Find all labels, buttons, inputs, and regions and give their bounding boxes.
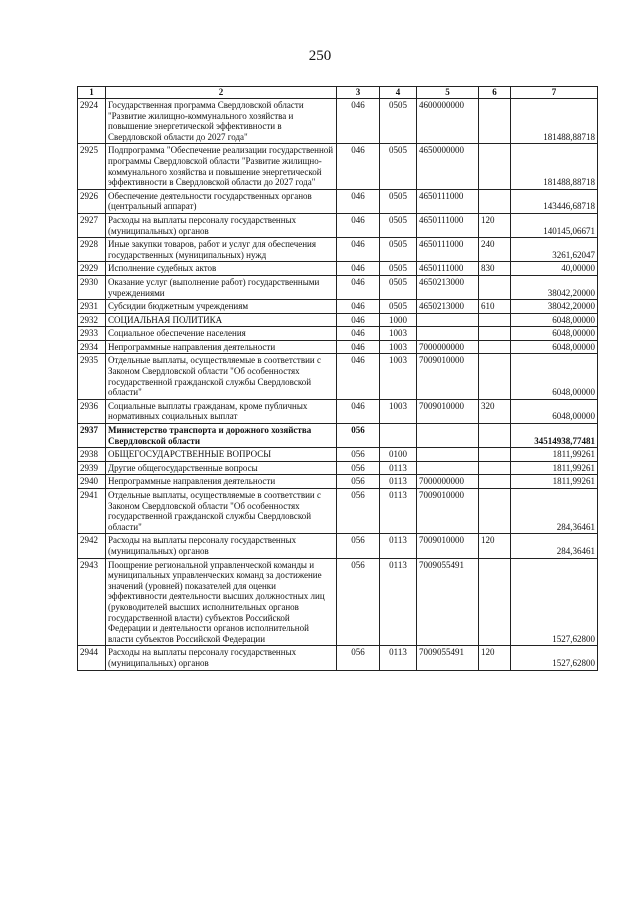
target-article-code: 7009010000 — [417, 489, 479, 534]
row-number: 2933 — [78, 327, 106, 341]
row-number: 2936 — [78, 399, 106, 423]
section-code: 0100 — [380, 448, 417, 462]
target-article-code: 4650213000 — [417, 275, 479, 299]
table-row — [78, 213, 598, 237]
column-header: 1 — [78, 87, 106, 99]
ministry-code: 046 — [337, 213, 380, 237]
row-number: 2943 — [78, 558, 106, 646]
target-article-code: 4650213000 — [417, 300, 479, 314]
amount: 40,00000 — [511, 262, 598, 276]
target-article-code: 7009010000 — [417, 534, 479, 558]
item-name: Расходы на выплаты персоналу государственных (муниципальных) органов — [106, 534, 337, 558]
amount: 6048,00000 — [511, 399, 598, 423]
row-number: 2938 — [78, 448, 106, 462]
section-code: 0113 — [380, 489, 417, 534]
table-row — [78, 475, 598, 489]
row-number: 2932 — [78, 313, 106, 327]
target-article-code — [417, 313, 479, 327]
item-name: Подпрограмма "Обеспечение реализации государственной программы Свердловской области "Развитие жилищно-коммунального хозяйства и повышение энергетической эффективности в Свердловской области до 2027 года" — [106, 144, 337, 189]
column-header: 3 — [337, 87, 380, 99]
ministry-code: 046 — [337, 300, 380, 314]
table-row — [78, 144, 598, 189]
item-name: СОЦИАЛЬНАЯ ПОЛИТИКА — [106, 313, 337, 327]
amount: 181488,88718 — [511, 99, 598, 144]
amount: 1811,99261 — [511, 448, 598, 462]
ministry-code: 046 — [337, 340, 380, 354]
section-code: 0505 — [380, 262, 417, 276]
expense-type-code: 120 — [479, 213, 511, 237]
target-article-code: 4650111000 — [417, 262, 479, 276]
section-code: 1003 — [380, 399, 417, 423]
budget-table — [77, 86, 598, 671]
item-name: ОБЩЕГОСУДАРСТВЕННЫЕ ВОПРОСЫ — [106, 448, 337, 462]
expense-type-code — [479, 327, 511, 341]
ministry-code: 046 — [337, 275, 380, 299]
amount: 140145,06671 — [511, 213, 598, 237]
table-row — [78, 448, 598, 462]
expense-type-code — [479, 189, 511, 213]
expense-type-code — [479, 475, 511, 489]
target-article-code: 7000000000 — [417, 475, 479, 489]
target-article-code — [417, 327, 479, 341]
ministry-code: 056 — [337, 424, 380, 448]
section-code: 0113 — [380, 461, 417, 475]
amount: 38042,20000 — [511, 275, 598, 299]
amount: 143446,68718 — [511, 189, 598, 213]
expense-type-code — [479, 340, 511, 354]
expense-type-code — [479, 448, 511, 462]
amount: 34514938,77481 — [511, 424, 598, 448]
expense-type-code — [479, 99, 511, 144]
table-row — [78, 189, 598, 213]
row-number: 2941 — [78, 489, 106, 534]
ministry-code: 056 — [337, 489, 380, 534]
ministry-code: 056 — [337, 646, 380, 670]
expense-type-code — [479, 313, 511, 327]
amount: 1811,99261 — [511, 461, 598, 475]
section-code: 0505 — [380, 99, 417, 144]
expense-type-code: 240 — [479, 238, 511, 262]
section-code: 0505 — [380, 275, 417, 299]
item-name: Поощрение региональной управленческой команды и муниципальных управленческих команд за достижение значений (уровней) показателей для оценки эффективности деятельности высших должностных лиц (руководителей высших исполнительных органов государственной власти) субъектов Российской Федерации и деятельности органов исполнительной власти субъектов Российской Федерации — [106, 558, 337, 646]
table-row — [78, 238, 598, 262]
row-number: 2937 — [78, 424, 106, 448]
table-row — [78, 327, 598, 341]
row-number: 2944 — [78, 646, 106, 670]
amount: 6048,00000 — [511, 327, 598, 341]
table-row — [78, 300, 598, 314]
target-article-code: 7000000000 — [417, 340, 479, 354]
row-number: 2929 — [78, 262, 106, 276]
section-code: 1003 — [380, 327, 417, 341]
amount: 3261,62047 — [511, 238, 598, 262]
ministry-code: 056 — [337, 534, 380, 558]
row-number: 2934 — [78, 340, 106, 354]
item-name: Государственная программа Свердловской области "Развитие жилищно-коммунального хозяйства и повышение энергетической эффективности в Свердловской области до 2027 года" — [106, 99, 337, 144]
amount: 6048,00000 — [511, 354, 598, 399]
item-name: Непрограммные направления деятельности — [106, 475, 337, 489]
item-name: Социальные выплаты гражданам, кроме публичных нормативных социальных выплат — [106, 399, 337, 423]
row-number: 2925 — [78, 144, 106, 189]
expense-type-code — [479, 461, 511, 475]
table-row — [78, 262, 598, 276]
column-header: 5 — [417, 87, 479, 99]
amount: 284,36461 — [511, 489, 598, 534]
amount: 38042,20000 — [511, 300, 598, 314]
target-article-code: 7009010000 — [417, 399, 479, 423]
row-number: 2935 — [78, 354, 106, 399]
amount: 1527,62800 — [511, 558, 598, 646]
item-name: Отдельные выплаты, осуществляемые в соответствии с Законом Свердловской области "Об особенностях государственной гражданской службы Свердловской области" — [106, 489, 337, 534]
ministry-code: 046 — [337, 399, 380, 423]
target-article-code: 4650000000 — [417, 144, 479, 189]
ministry-code: 056 — [337, 448, 380, 462]
amount: 1811,99261 — [511, 475, 598, 489]
item-name: Оказание услуг (выполнение работ) государственными учреждениями — [106, 275, 337, 299]
row-number: 2928 — [78, 238, 106, 262]
ministry-code: 056 — [337, 461, 380, 475]
table-body — [78, 99, 598, 671]
table-row — [78, 646, 598, 670]
target-article-code — [417, 424, 479, 448]
target-article-code: 4600000000 — [417, 99, 479, 144]
item-name: Министерство транспорта и дорожного хозяйства Свердловской области — [106, 424, 337, 448]
target-article-code: 7009010000 — [417, 354, 479, 399]
column-header: 6 — [479, 87, 511, 99]
section-code: 1003 — [380, 354, 417, 399]
target-article-code: 4650111000 — [417, 189, 479, 213]
table-row — [78, 340, 598, 354]
ministry-code: 046 — [337, 354, 380, 399]
column-header: 4 — [380, 87, 417, 99]
expense-type-code — [479, 558, 511, 646]
item-name: Непрограммные направления деятельности — [106, 340, 337, 354]
ministry-code: 046 — [337, 262, 380, 276]
table-row — [78, 99, 598, 144]
item-name: Расходы на выплаты персоналу государственных (муниципальных) органов — [106, 213, 337, 237]
amount: 1527,62800 — [511, 646, 598, 670]
ministry-code: 056 — [337, 558, 380, 646]
section-code: 0113 — [380, 475, 417, 489]
expense-type-code — [479, 354, 511, 399]
table-row — [78, 534, 598, 558]
ministry-code: 046 — [337, 144, 380, 189]
expense-type-code: 120 — [479, 646, 511, 670]
target-article-code: 7009055491 — [417, 646, 479, 670]
section-code: 0113 — [380, 534, 417, 558]
table-row — [78, 354, 598, 399]
expense-type-code: 320 — [479, 399, 511, 423]
section-code — [380, 424, 417, 448]
table-row — [78, 275, 598, 299]
page-number: 250 — [308, 48, 332, 64]
column-header: 2 — [106, 87, 337, 99]
table-row — [78, 424, 598, 448]
expense-type-code: 830 — [479, 262, 511, 276]
row-number: 2926 — [78, 189, 106, 213]
target-article-code — [417, 461, 479, 475]
expense-type-code — [479, 424, 511, 448]
section-code: 0113 — [380, 646, 417, 670]
row-number: 2931 — [78, 300, 106, 314]
ministry-code: 046 — [337, 189, 380, 213]
ministry-code: 046 — [337, 327, 380, 341]
target-article-code: 7009055491 — [417, 558, 479, 646]
ministry-code: 056 — [337, 475, 380, 489]
amount: 6048,00000 — [511, 340, 598, 354]
section-code: 0505 — [380, 213, 417, 237]
ministry-code: 046 — [337, 238, 380, 262]
expense-type-code: 610 — [479, 300, 511, 314]
row-number: 2942 — [78, 534, 106, 558]
item-name: Субсидии бюджетным учреждениям — [106, 300, 337, 314]
section-code: 0505 — [380, 238, 417, 262]
table-row — [78, 558, 598, 646]
section-code: 0505 — [380, 189, 417, 213]
target-article-code — [417, 448, 479, 462]
item-name: Исполнение судебных актов — [106, 262, 337, 276]
row-number: 2924 — [78, 99, 106, 144]
amount: 284,36461 — [511, 534, 598, 558]
item-name: Обеспечение деятельности государственных органов (центральный аппарат) — [106, 189, 337, 213]
ministry-code: 046 — [337, 99, 380, 144]
item-name: Отдельные выплаты, осуществляемые в соответствии с Законом Свердловской области "Об особенностях государственной гражданской службы Свердловской области" — [106, 354, 337, 399]
column-header: 7 — [511, 87, 598, 99]
section-code: 1000 — [380, 313, 417, 327]
amount: 181488,88718 — [511, 144, 598, 189]
table-row — [78, 313, 598, 327]
table-row — [78, 461, 598, 475]
item-name: Другие общегосударственные вопросы — [106, 461, 337, 475]
row-number: 2939 — [78, 461, 106, 475]
expense-type-code — [479, 489, 511, 534]
table-header-row — [78, 87, 598, 99]
table-row — [78, 489, 598, 534]
amount: 6048,00000 — [511, 313, 598, 327]
ministry-code: 046 — [337, 313, 380, 327]
section-code: 1003 — [380, 340, 417, 354]
expense-type-code: 120 — [479, 534, 511, 558]
row-number: 2930 — [78, 275, 106, 299]
target-article-code: 4650111000 — [417, 213, 479, 237]
item-name: Иные закупки товаров, работ и услуг для обеспечения государственных (муниципальных) нужд — [106, 238, 337, 262]
expense-type-code — [479, 275, 511, 299]
expense-type-code — [479, 144, 511, 189]
item-name: Социальное обеспечение населения — [106, 327, 337, 341]
section-code: 0505 — [380, 300, 417, 314]
section-code: 0113 — [380, 558, 417, 646]
row-number: 2940 — [78, 475, 106, 489]
target-article-code: 4650111000 — [417, 238, 479, 262]
section-code: 0505 — [380, 144, 417, 189]
item-name: Расходы на выплаты персоналу государственных (муниципальных) органов — [106, 646, 337, 670]
row-number: 2927 — [78, 213, 106, 237]
table-row — [78, 399, 598, 423]
